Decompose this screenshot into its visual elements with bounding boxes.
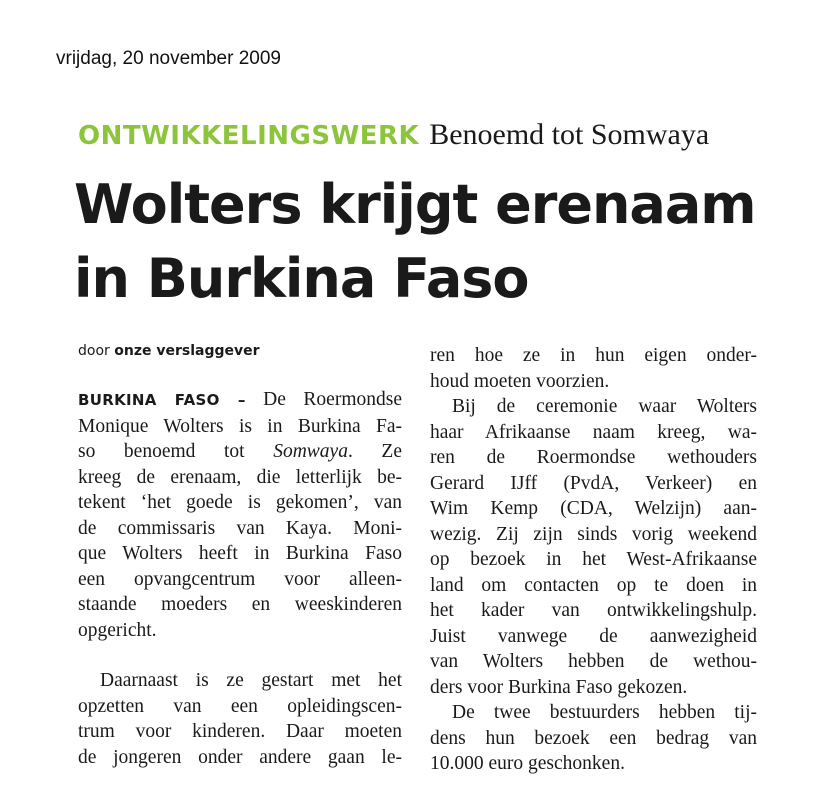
body-line: 10.000 euro geschonken.: [430, 753, 625, 774]
body-line: tekent ‘het goede is gekomen’, van: [78, 492, 402, 513]
byline-author: onze verslaggever: [114, 343, 260, 359]
clipping-date: vrijdag, 20 november 2009: [56, 48, 281, 69]
body-line: so benoemd tot Somwaya. Ze: [78, 441, 402, 462]
body-line: Wim Kemp (CDA, Welzijn) aan-: [430, 498, 757, 519]
body-line: staande moeders en weeskinderen: [78, 594, 402, 615]
body-line: Juist vanwege de aanwezigheid: [430, 625, 757, 647]
body-line: op bezoek in het West-Afrikaanse: [430, 549, 757, 570]
body-line: trum voor kinderen. Daar moeten: [78, 721, 402, 742]
body-line: BURKINA FASO – De Roermondse: [78, 389, 402, 410]
body-line: een opvangcentrum voor alleen-: [78, 568, 402, 590]
body-line: dens hun bezoek een bedrag van: [430, 727, 757, 749]
body-line: de commissaris van Kaya. Moni-: [78, 517, 402, 539]
body-line: land om contacten op te doen in: [430, 574, 757, 596]
body-line: haar Afrikaanse naam kreeg, wa-: [430, 421, 757, 443]
section-label: ONTWIKKELINGSWERK: [78, 121, 420, 151]
body-line: Monique Wolters is in Burkina Fa-: [78, 415, 402, 437]
body-line: ders voor Burkina Faso gekozen.: [430, 676, 688, 698]
article-column-2: [430, 343, 757, 777]
body-line: van Wolters hebben de wethou-: [430, 651, 757, 672]
body-line: opzetten van een opleidingscen-: [78, 695, 402, 717]
dateline: BURKINA FASO –: [78, 391, 246, 409]
body-line: Gerard IJff (PvdA, Verkeer) en: [430, 472, 757, 494]
body-line: de jongeren onder andere gaan le-: [78, 746, 402, 768]
body-line: que Wolters heeft in Burkina Faso: [78, 543, 402, 564]
body-line: het kader van ontwikkelingshulp.: [430, 600, 757, 621]
body-line: Bij de ceremonie waar Wolters: [452, 396, 757, 417]
body-line: kreeg de erenaam, die letterlijk be-: [78, 466, 402, 488]
body-line: wezig. Zij zijn sinds vorig weekend: [430, 523, 757, 545]
headline-line-1: Wolters krijgt erenaam: [74, 173, 756, 236]
headline-line-2: in Burkina Faso: [74, 247, 529, 310]
article-column-1: [78, 387, 402, 770]
body-line: De twee bestuurders hebben tij-: [452, 702, 757, 723]
body-line: Daarnaast is ze gestart met het: [100, 670, 402, 691]
kicker-subtitle: Benoemd tot Somwaya: [429, 118, 710, 151]
body-line: ren hoe ze in hun eigen onder-: [430, 345, 757, 366]
article-kicker: [78, 118, 709, 152]
article-headline: [74, 168, 756, 316]
byline-prefix: door: [78, 343, 110, 359]
body-line: ren de Roermondse wethouders: [430, 447, 757, 468]
byline: [78, 343, 260, 359]
body-line: houd moeten voorzien.: [430, 370, 610, 392]
honorary-name: Somwaya: [273, 441, 348, 462]
body-line: opgericht.: [78, 619, 157, 641]
